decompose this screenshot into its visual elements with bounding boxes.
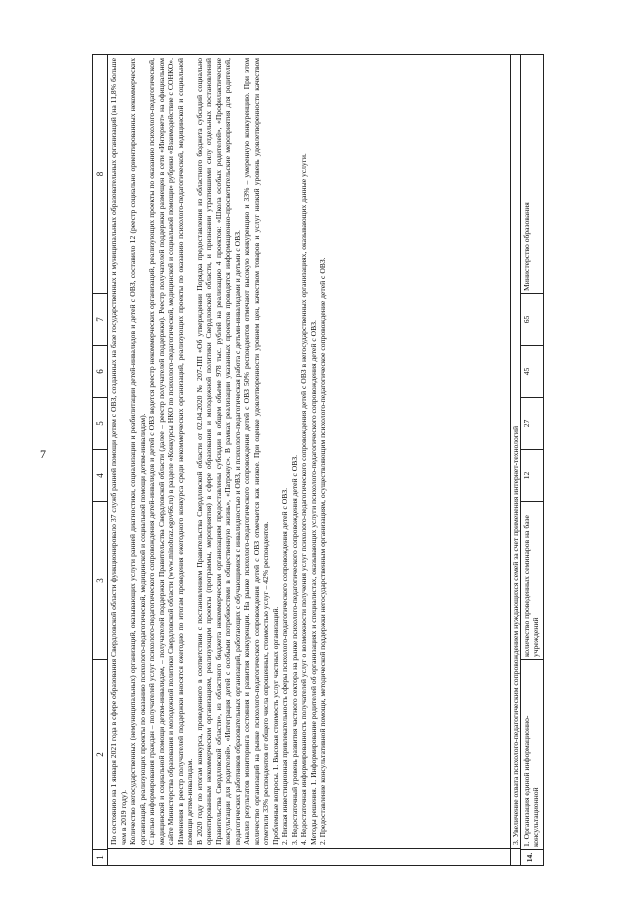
paragraph: Методы решения. 1. Информирование родителей об организациях и специалистах, оказывающих услуги психолого-педагогического сопровождения детей с ОВЗ. bbox=[308, 320, 318, 845]
table-row bbox=[520, 54, 544, 866]
col-header-5: 5 bbox=[93, 397, 107, 449]
measure-name: 1. Организация единой информационно-консультационной bbox=[521, 659, 543, 849]
paragraph: 2. Низкая инвестиционная привлекательность сферы психолого-педагогического сопровождения детей с ОВЗ. bbox=[280, 487, 289, 845]
value-col-7: 65 bbox=[521, 293, 543, 345]
col-header-7: 7 bbox=[93, 293, 107, 345]
paragraph: Анализ результатов мониторинга состояния и развития конкуренции. На рынке психолого-педагогического сопровождения детей с ОВЗ 50% респондентов отмечают высокую конкуренцию и 33% – умеренную конкуренцию. При этом количество организаций на рынке психолого-педагогического сопровождения детей с ОВЗ отмечается как низкое. При оценке удовлетворенности уровнем цен, качеством товаров и услуг низкий уровень удовлетворенности качеством отметили 33% респондентов от общего числа опрошенных, стоимостью услуг – 42% респондентов. bbox=[242, 58, 270, 845]
col-header-3: 3 bbox=[93, 501, 107, 659]
paragraph: В 2020 году по итогам конкурса, проведенного в соответствии с постановлением Правительства Свердловской области от 02.04.2020 № 207-ПП «Об утверждении Порядка предоставления из областного бюджета субсидий социально ориентированным некоммерческим организациям, реализующим проекты (программы, мероприятия) в сфере образования и молодежной политики Свердловской области, и признании утратившими силу отдельных постановлений Правительства Свердловской области», из областного бюджета некоммерческим организациям предоставлены субсидии в общем объеме 978 тыс. рублей на реализацию 4 проектов: «Школа особых родителей», «Профилактические консультации для родителей», «Интеграция детей с особыми потребностями в общественную жизнь», «Патронус». В рамках реализации указанных проектов проводятся информационно-просветительские мероприятия для родителей, педагогических работников образовательных организаций, работающих с обучающимися с инвалидностью и ОВЗ, и психолого-педагогическая работа с детьми-инвалидами и детьми с ОВЗ. bbox=[194, 58, 242, 845]
responsible-executor: Министерство образования bbox=[522, 202, 531, 291]
paragraph: Количество негосударственных (немуниципальных) организаций, оказывающих услуги ранней диагностики, социализации и реабилитации детей-инвалидов и детей с ОВЗ, составило 12 (реестр социально ориентированных некоммерческих организаций, реализующих проекты по оказанию психолого-педагогической, медицинской и социальной помощи детям-инвалидам). bbox=[128, 58, 147, 845]
paragraph: Проблемные вопросы. 1. Высокая стоимость услуг частных организаций. bbox=[270, 606, 280, 845]
rotated-table bbox=[92, 54, 607, 866]
value-col-6: 45 bbox=[521, 345, 543, 397]
col-header-2: 2 bbox=[93, 659, 107, 849]
col-header-8: 8 bbox=[95, 171, 105, 177]
paragraph: С целью информирования граждан – получателей услуг психолого-педагогического сопровождения детей-инвалидов и детей с ОВЗ ведется реестр некоммерческих организаций, реализующих проекты по оказанию психолого-педагогической, медицинской и социальной помощи детям-инвалидам, – получателей поддержки Правительства Свердловской области (далее – реестр получателей поддержки). Реестр получателей поддержки размещен в сети «Интернет» на официальном сайте Министерства образования и молодежной политики Свердловской области (www.minobraz.egov66.ru) в разделе «Конкурсы НКО по психолого-педагогической, медицинской и социальной помощи» рубрики «Взаимодействие с СОНКО». Изменения в реестр получателей поддержки вносятся ежегодно по итогам проведения ежегодного конкурса среди некоммерческих организаций, реализующих проекты по оказанию психолого-педагогической, медицинской и социальной помощи детям-инвалидам. bbox=[147, 58, 194, 845]
page-number: 7 bbox=[40, 447, 46, 461]
section-title: 3. Увеличение охвата психолого-педагогическим сопровождением нуждающихся семей за счет применения интернет-технологий bbox=[511, 425, 520, 845]
indicator-name: количество проведенных семинаров на базе учреждений bbox=[521, 501, 543, 659]
col-header-4: 4 bbox=[93, 449, 107, 501]
paragraph: 2. Предоставление консультативной помощи, методической поддержки негосударственным организациям, осуществляющим психолого-педагогическое сопровождение детей с ОВЗ. bbox=[318, 257, 327, 845]
value-col-5: 27 bbox=[521, 397, 543, 449]
paragraph: 4. Недостаточная информированность получателей услуг о возможности получения услуг психолого-педагогического сопровождения детей с ОВЗ в негосударственных организациях, оказывающих данные услуги. bbox=[299, 153, 308, 845]
col-header-1: 1 bbox=[93, 849, 107, 865]
header-row bbox=[92, 54, 107, 866]
row-index: 14. bbox=[521, 849, 543, 865]
paragraph: 3. Недостаточный уровень развития частного сектора на рынке психолого-педагогического сопровождения детей с ОВЗ. bbox=[289, 454, 299, 845]
value-col-4: 12 bbox=[521, 449, 543, 501]
description-cell bbox=[108, 55, 510, 848]
col-header-6: 6 bbox=[93, 345, 107, 397]
section-title-row bbox=[510, 54, 520, 866]
description-row bbox=[107, 54, 510, 866]
paragraph: По состоянию на 1 января 2021 года в сфере образования Свердловской области функционировало 37 служб ранней помощи детям с ОВЗ, созданных на базе государственных и муниципальных образовательных организаций (на 11,8% больше чем в 2019 году). bbox=[109, 58, 128, 845]
